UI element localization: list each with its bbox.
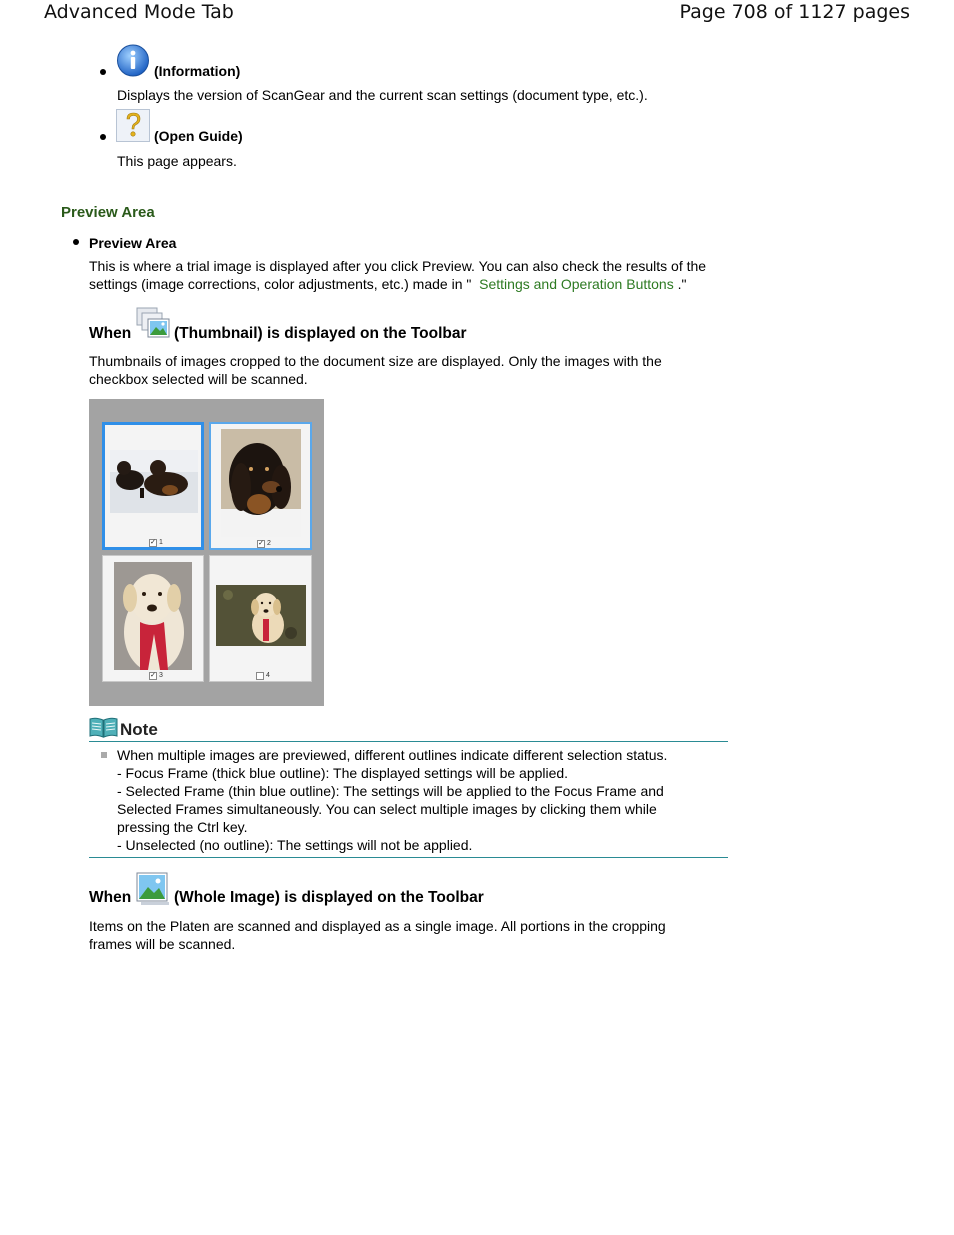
note-bullet (101, 752, 107, 758)
thumbnail-3[interactable] (102, 555, 204, 682)
bullet (73, 239, 79, 245)
thumbnail-4[interactable] (209, 555, 312, 682)
thumbnail-photo-dogs-in-snow (110, 450, 198, 513)
thumbnail-photo-dog-on-grass (216, 585, 306, 646)
thumbnail-icon (136, 307, 171, 341)
preview-area-description (89, 257, 729, 293)
thumbnail-checkbox[interactable]: ✓ (150, 539, 156, 546)
information-label: (Information) (154, 63, 241, 79)
whole-image-icon (136, 872, 171, 906)
note-content (117, 746, 692, 854)
information-icon (116, 44, 150, 77)
thumbnail-1[interactable] (102, 422, 204, 550)
thumbnail-2[interactable] (209, 422, 312, 550)
note-bottom-divider (89, 857, 728, 858)
thumbnail-description: Thumbnails of images cropped to the document size are displayed. Only the images with the checkbox selected will be scanned. (89, 353, 662, 387)
page-number: Page 708 of 1127 pages (679, 1, 910, 23)
information-description: Displays the version of ScanGear and the current scan settings (document type, etc.). (117, 87, 648, 103)
note-line: - Focus Frame (thick blue outline): The displayed settings will be applied. (117, 765, 569, 781)
thumbnail-checkbox[interactable] (256, 672, 264, 680)
thumbnail-number: 2 (267, 540, 271, 547)
preview-area-text: This is where a trial image is displayed after you click Preview. You can also check the results of the settings (image corrections, color adjustments, etc.) made in " (89, 258, 707, 292)
page-header-title: Advanced Mode Tab (44, 1, 234, 23)
preview-area-text-end: ." (677, 276, 687, 292)
thumbnail-number: 4 (266, 672, 270, 679)
note-top-divider (89, 741, 728, 742)
preview-area-image (89, 399, 324, 706)
settings-and-operation-buttons-link[interactable]: Settings and Operation Buttons (479, 276, 674, 292)
section-heading-preview-area: Preview Area (61, 204, 155, 221)
thumbnail-number: 3 (159, 672, 163, 679)
thumbnail-number: 1 (159, 539, 163, 546)
note-line: When multiple images are previewed, different outlines indicate different selection status. (117, 747, 668, 763)
note-line: - Unselected (no outline): The settings will not be applied. (117, 837, 473, 853)
open-guide-label: (Open Guide) (154, 128, 243, 144)
bullet (100, 134, 106, 140)
open-guide-icon (116, 109, 150, 142)
open-guide-description: This page appears. (117, 153, 237, 169)
note-line: - Selected Frame (thin blue outline): The settings will be applied to the Focus Frame and Selected Frames simultaneously. You can select multiple images by clicking them while pressing the Ctrl key. (117, 783, 664, 835)
whole-image-heading-when: When (89, 889, 132, 906)
thumbnail-heading-title: (Thumbnail) is displayed on the Toolbar (174, 325, 467, 342)
note-icon (89, 716, 118, 738)
thumbnail-heading-when: When (89, 325, 132, 342)
thumbnail-photo-labrador (114, 562, 192, 670)
preview-area-label: Preview Area (89, 235, 177, 251)
thumbnail-checkbox[interactable]: ✓ (258, 540, 264, 547)
thumbnail-photo-dachshund (221, 429, 301, 537)
whole-image-heading-title: (Whole Image) is displayed on the Toolbar (174, 889, 484, 906)
bullet (100, 69, 106, 75)
whole-image-description: Items on the Platen are scanned and displayed as a single image. All portions in the cropping frames will be scanned. (89, 918, 666, 952)
note-title: Note (120, 720, 158, 739)
thumbnail-checkbox[interactable]: ✓ (150, 672, 156, 679)
